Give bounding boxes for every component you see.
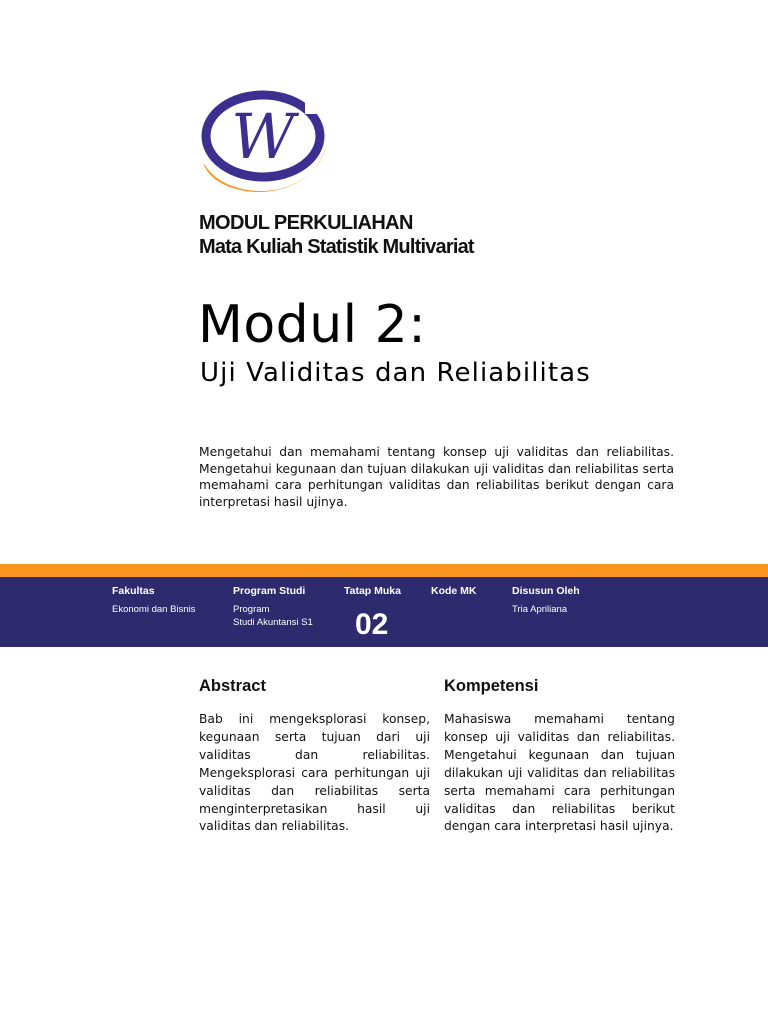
- svg-text:W: W: [231, 100, 295, 173]
- kompetensi-text: Mahasiswa memahami tentang konsep uji validitas dan reliabilitas. Mengetahui kegunaan dan tujuan dilakukan uji validitas dan reliabilitas serta memahami cara perhitungan validitas dan reliabilitas berikut dengan cara interpretasi hasil ujinya.: [444, 712, 675, 834]
- tatap-muka-label: Tatap Muka: [344, 585, 401, 597]
- abstract-heading: Abstract: [199, 677, 266, 695]
- tatap-muka-value: 02: [355, 608, 389, 641]
- kompetensi-heading: Kompetensi: [444, 677, 539, 695]
- disusun-oleh-label: Disusun Oleh: [512, 585, 580, 597]
- course-title: Mata Kuliah Statistik Multivariat: [199, 236, 474, 258]
- program-studi-value-line2: Studi Akuntansi S1: [233, 617, 313, 628]
- module-subtitle: Uji Validitas dan Reliabilitas: [200, 358, 591, 388]
- orange-stripe: [0, 564, 768, 577]
- program-studi-label: Program Studi: [233, 585, 306, 597]
- program-studi-value-line1: Program: [233, 604, 270, 615]
- info-band: [0, 577, 768, 647]
- module-number-title: Modul 2:: [198, 295, 427, 355]
- abstract-text: Bab ini mengeksplorasi konsep, kegunaan serta tujuan dari uji validitas dan reliabilitas. Mengeksplorasi cara perhitungan uji validitas dan reliabilitas serta menginterpretasikan hasil uji validitas dan reliabilitas.: [199, 712, 430, 834]
- fakultas-label: Fakultas: [112, 585, 155, 597]
- module-heading: MODUL PERKULIAHAN: [199, 212, 413, 234]
- disusun-oleh-value: Tria Apriliana: [512, 604, 568, 615]
- fakultas-value: Ekonomi dan Bisnis: [112, 604, 196, 615]
- university-w-logo-icon: [197, 88, 331, 208]
- intro-paragraph: Mengetahui dan memahami tentang konsep uji validitas dan reliabilitas. Mengetahui kegunaan dan tujuan dilakukan uji validitas dan reliabilitas serta memahami cara perhitungan validitas dan reliabilitas berikut dengan cara interpretasi hasil ujinya.: [199, 445, 674, 509]
- kode-mk-label: Kode MK: [431, 585, 477, 597]
